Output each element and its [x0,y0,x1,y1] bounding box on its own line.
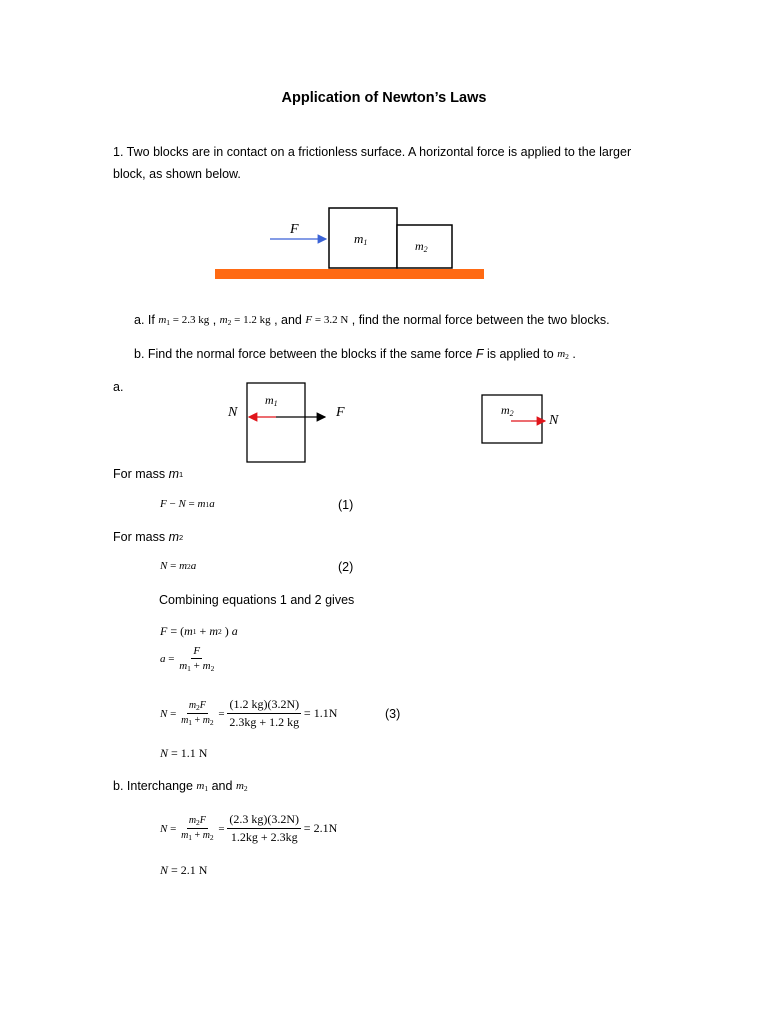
block-m2-label: $m_2$ [415,239,428,254]
part-b-question: b. Find the normal force between the blocks if the same force F is applied to $m_2$ . [134,347,576,361]
frictionless-surface [215,269,484,279]
problem-line-2: block, as shown below. [113,167,241,181]
mass2-heading: For mass m 2 [113,530,184,544]
result-b: N = 2.1 N [160,863,208,877]
fbd-m2-label: $m_2$ [501,403,514,418]
solution-a-label: a. [113,380,124,394]
equation-F: F = ( m 1 + m 2 ) a [160,624,238,638]
part-b-solution-heading: b. Interchange $m_1$ and $m_2$ [113,779,248,793]
equation-2: N = m 2 a [160,560,197,572]
fbd-m1-label: $m_1$ [265,393,278,408]
equation-1: F − N = m 1 a [160,498,215,510]
equation-4: N = $\frac{m_2F}{m_1 + m_2}$ = $\frac{(2.3 kg)(3.2N)}{1.2kg + 2.3kg}$ = 2.1N [160,812,338,844]
combining-text: Combining equations 1 and 2 gives [159,593,355,607]
free-body-diagrams [0,380,768,470]
result-a: N = 1.1 N [160,746,208,760]
equation-a: a = $\frac{F}{m_1 + m_2}$ [160,645,215,673]
mass1-heading: For mass m 1 [113,467,184,481]
equation-2-number: (2) [338,560,354,574]
blocks-diagram [0,195,768,290]
fbd-right-F-label: F [336,405,345,420]
equation-3: N = $\frac{m_2F}{m_1 + m_2}$ = $\frac{(1.2 kg)(3.2N)}{2.3kg + 1.2 kg}$ = 1.1N [160,697,338,729]
fbd-left-N-label: N [228,405,238,420]
force-label: F [290,222,299,237]
problem-line-1: 1. Two blocks are in contact on a frictionless surface. A horizontal force is applied to the larger [113,145,632,159]
block-m1-label: $m_1$ [354,231,368,247]
fbd-m2-N-label: N [549,413,559,428]
page-title: Application of Newton’s Laws [281,90,487,106]
equation-3-number: (3) [385,707,401,721]
equation-1-number: (1) [338,498,354,512]
part-a-question: a. If $m_1 = 2.3$ kg , $m_2 = 1.2$ kg , and F = 3.2 N , find the normal force between the two blocks. [134,313,610,327]
